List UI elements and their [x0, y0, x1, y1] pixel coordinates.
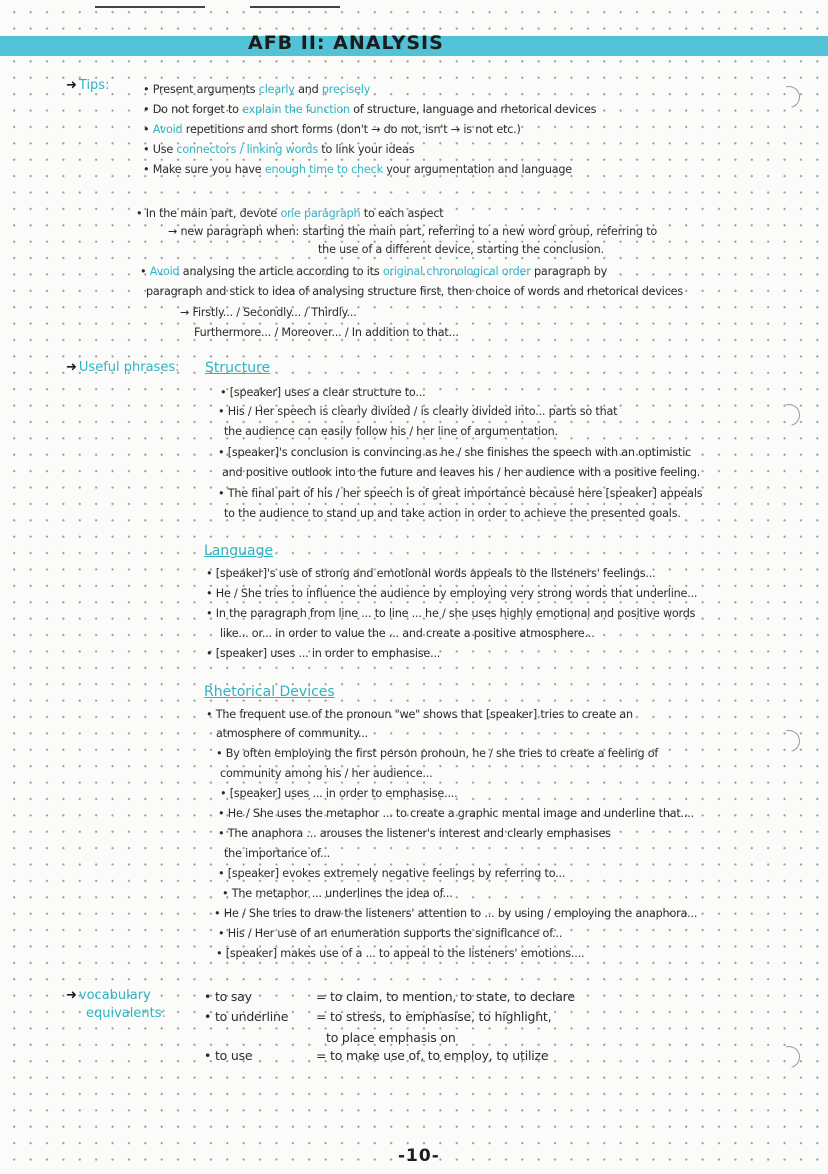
tip-line — [318, 243, 604, 257]
language-phrase: like... or... in order to value the ... and create a positive atmosphere... — [220, 627, 595, 640]
vocab-equivalents: to place emphasis on — [326, 1030, 456, 1045]
tip-pre: → Firstly... / Secondly... / Thirdly... — [180, 306, 357, 319]
structure-phrase: • [speaker]'s conclusion is convincing as he / she finishes the speech with an optimistic — [218, 446, 692, 459]
structure-phrase: • [speaker] uses a clear structure to... — [220, 386, 426, 399]
vocab-equivalents: = to stress, to emphasise, to highlight, — [316, 1009, 552, 1024]
tip-hl: connectors / linking words — [176, 143, 318, 156]
tip-line — [146, 285, 683, 299]
equivalents-label: equivalents: — [86, 1006, 166, 1021]
rhetorical-phrase: • He / She uses the metaphor ... to create a graphic mental image and underline that.... — [218, 807, 694, 820]
tip-mid: repetitions and short forms (don't → do not, isn't → is not etc.) — [182, 123, 521, 136]
page-title: AFB II: ANALYSIS — [248, 32, 444, 54]
vocabulary-label: ➜ vocabulary — [66, 988, 151, 1003]
vocab-term: • to say — [204, 989, 252, 1004]
arrow-icon: ➜ — [66, 78, 77, 93]
language-heading: Language — [204, 543, 274, 559]
language-phrase: • He / She tries to influence the audience by employing very strong words that underline... — [206, 587, 698, 600]
binder-ring-icon — [774, 1042, 804, 1072]
language-phrase: • In the paragraph from line ... to line ... he / she uses highly emotional and positive words — [206, 607, 696, 620]
tip-hl: clearly — [258, 83, 295, 96]
tip-pre: paragraph and stick to idea of analysing structure first, then choice of words and rhetorical devices — [146, 285, 683, 298]
binder-ring-icon — [774, 82, 804, 112]
arrow-icon: ➜ — [66, 988, 77, 1003]
tip-pre: Furthermore... / Moreover... / In addition to that... — [194, 326, 459, 339]
structure-phrase: the audience can easily follow his / her line of argumentation. — [224, 425, 558, 438]
tip-hl: Avoid — [149, 265, 180, 278]
rhetorical-phrase: • The metaphor ... underlines the idea of... — [222, 887, 453, 900]
tip-pre: → new paragraph when: starting the main part, referring to a new word group, referring to — [168, 225, 658, 238]
tip-mid: and — [294, 83, 322, 96]
tip-pre: • Do not forget to — [143, 103, 243, 116]
structure-phrase: • His / Her speech is clearly divided / is clearly divided into... parts so that — [218, 405, 618, 418]
tip-pre: • — [143, 123, 153, 136]
rhetorical-phrase: • He / She tries to draw the listeners' attention to ... by using / employing the anaphora... — [214, 907, 698, 920]
page-number: -10- — [398, 1146, 440, 1166]
tip-line — [136, 207, 444, 221]
structure-heading: Structure — [205, 360, 271, 376]
vocab-term: • to use — [204, 1048, 253, 1063]
tip-line — [180, 306, 357, 320]
tip-line — [143, 163, 572, 177]
structure-phrase: and positive outlook into the future and leaves his / her audience with a positive feeling. — [222, 466, 701, 479]
tip-mid: your argumentation and language — [382, 163, 572, 176]
top-scribble-right — [250, 0, 340, 8]
rhetorical-phrase: • By often employing the first person pronoun, he / she tries to create a feeling of — [216, 747, 659, 760]
tip-pre: • Present arguments — [143, 83, 259, 96]
tip-pre: • In the main part, devote — [136, 207, 281, 220]
rhetorical-phrase: atmosphere of community... — [216, 727, 368, 740]
tips-label: ➜ Tips: — [66, 78, 110, 93]
rhetorical-phrase: the importance of... — [224, 847, 331, 860]
tip-hl: explain the function — [242, 103, 350, 116]
useful-phrases-label: ➜ Useful phrases: — [66, 360, 180, 375]
tip-hl2: original chronological order — [382, 265, 531, 278]
tip-mid: to link your ideas — [317, 143, 415, 156]
vocab-equivalents: = to claim, to mention, to state, to declare — [316, 989, 575, 1004]
tip-post: paragraph by — [530, 265, 608, 278]
rhetorical-phrase: • The frequent use of the pronoun "we" shows that [speaker] tries to create an — [206, 708, 633, 721]
tip-hl: Avoid — [152, 123, 183, 136]
tip-hl2: precisely — [321, 83, 371, 96]
tip-line — [143, 123, 521, 137]
tip-hl: enough time to check — [264, 163, 383, 176]
language-phrase: • [speaker] uses ... in order to emphasise... — [206, 647, 441, 660]
tip-line — [143, 143, 414, 157]
tip-pre: • — [140, 265, 150, 278]
vocab-equivalents: = to make use of, to employ, to utilize — [316, 1048, 549, 1063]
rhetorical-phrase: • His / Her use of an enumeration supports the significance of... — [218, 927, 563, 940]
binder-ring-icon — [774, 726, 804, 756]
tip-line — [143, 103, 596, 117]
rhetorical-phrase: • The anaphora ... arouses the listener's interest and clearly emphasises — [218, 827, 611, 840]
tip-line — [194, 326, 459, 340]
tip-line — [140, 265, 607, 279]
language-phrase: • [speaker]'s use of strong and emotional words appeals to the listeners' feelings... — [206, 567, 656, 580]
tip-mid: to each aspect — [360, 207, 444, 220]
tip-line — [168, 225, 657, 239]
tip-mid: analysing the article according to its — [179, 265, 383, 278]
rhetorical-devices-heading: Rhetorical Devices — [204, 684, 335, 700]
structure-phrase: to the audience to stand up and take action in order to achieve the presented goals. — [224, 507, 681, 520]
tip-hl: one paragraph — [280, 207, 361, 220]
arrow-icon: ➜ — [66, 360, 77, 375]
rhetorical-phrase: community among his / her audience... — [220, 767, 433, 780]
tip-pre: the use of a different device, starting the conclusion. — [318, 243, 604, 256]
rhetorical-phrase: • [speaker] evokes extremely negative feelings by referring to... — [218, 867, 566, 880]
vocab-term: • to underline — [204, 1009, 289, 1024]
tip-pre: • Use — [143, 143, 177, 156]
top-scribble-left — [95, 0, 205, 8]
binder-ring-icon — [774, 400, 804, 430]
tip-mid: of structure, language and rhetorical devices — [349, 103, 597, 116]
rhetorical-phrase: • [speaker] uses ... in order to emphasise.... — [220, 787, 458, 800]
rhetorical-phrase: • [speaker] makes use of a ... to appeal to the listeners' emotions.... — [216, 947, 585, 960]
tip-line — [143, 83, 370, 97]
tip-pre: • Make sure you have — [143, 163, 265, 176]
structure-phrase: • The final part of his / her speech is of great importance because here [speaker] appeals — [218, 487, 703, 500]
